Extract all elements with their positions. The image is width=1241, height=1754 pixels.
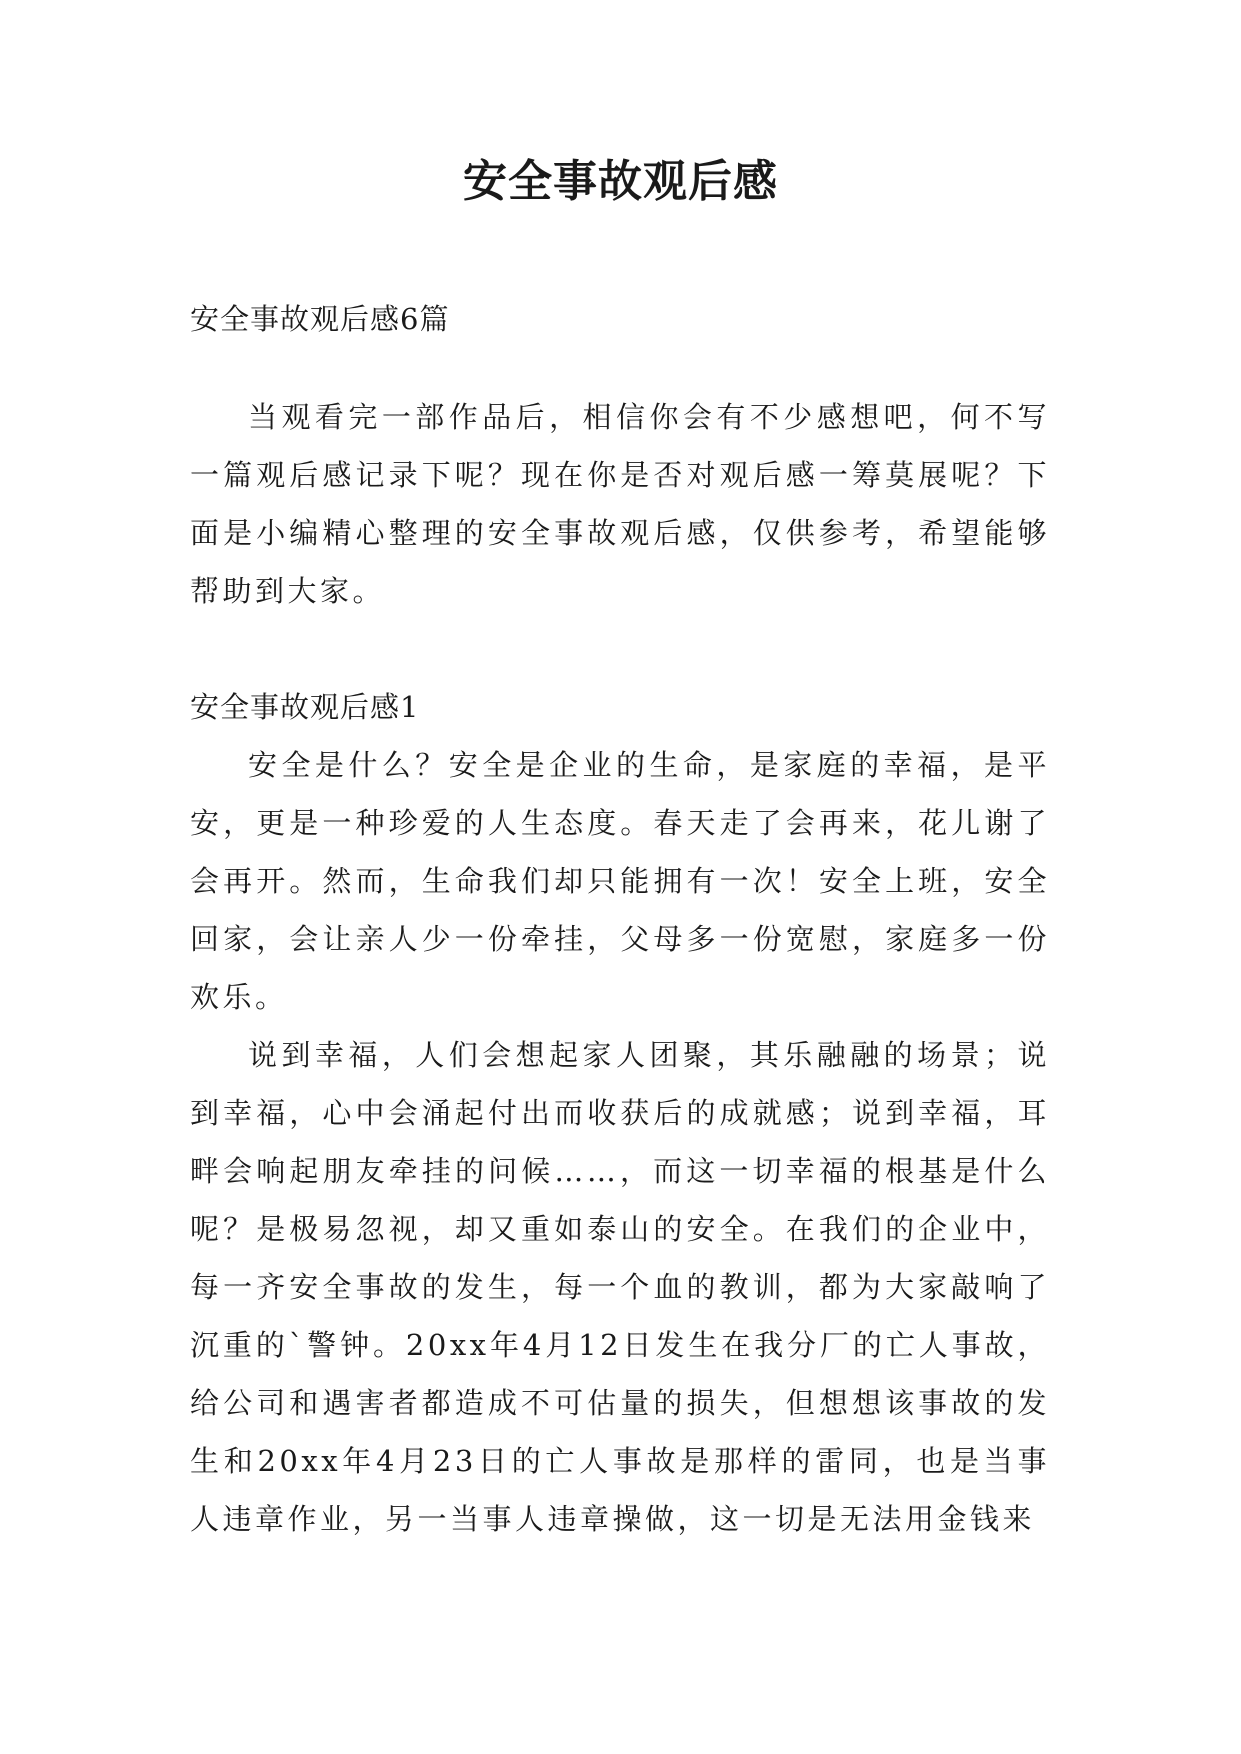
body-paragraph: 安全是什么？安全是企业的生命，是家庭的幸福，是平安，更是一种珍爱的人生态度。春天走了会再来，花儿谢了会再开。然而，生命我们却只能拥有一次！安全上班，安全回家，会让亲人少一份牵挂，父母多一份宽慰，家庭多一份欢乐。 [190,748,1050,1014]
document-body [190,290,1050,1548]
intro-paragraph: 当观看完一部作品后，相信你会有不少感想吧，何不写一篇观后感记录下呢？现在你是否对观后感一筹莫展呢？下面是小编精心整理的安全事故观后感，仅供参考，希望能够帮助到大家。 [190,400,1050,608]
document-title: 安全事故观后感 [463,156,778,207]
spacer [190,620,1050,678]
spacer [190,348,1050,388]
section-heading: 安全事故观后感1 [190,690,420,724]
document-subtitle: 安全事故观后感6篇 [190,302,450,336]
body-paragraph: 说到幸福，人们会想起家人团聚，其乐融融的场景；说到幸福，心中会涌起付出而收获后的成就感；说到幸福，耳畔会响起朋友牵挂的问候……，而这一切幸福的根基是什么呢？是极易忽视，却又重如泰山的安全。在我们的企业中，每一齐安全事故的发生，每一个血的教训，都为大家敲响了沉重的`警钟。20xx年4月12日发生在我分厂的亡人事故，给公司和遇害者都造成不可估量的损失，但想想该事故的发生和20xx年4月23日的亡人事故是那样的雷同，也是当事人违章作业，另一当事人违章操做，这一切是无法用金钱来 [190,1038,1050,1536]
